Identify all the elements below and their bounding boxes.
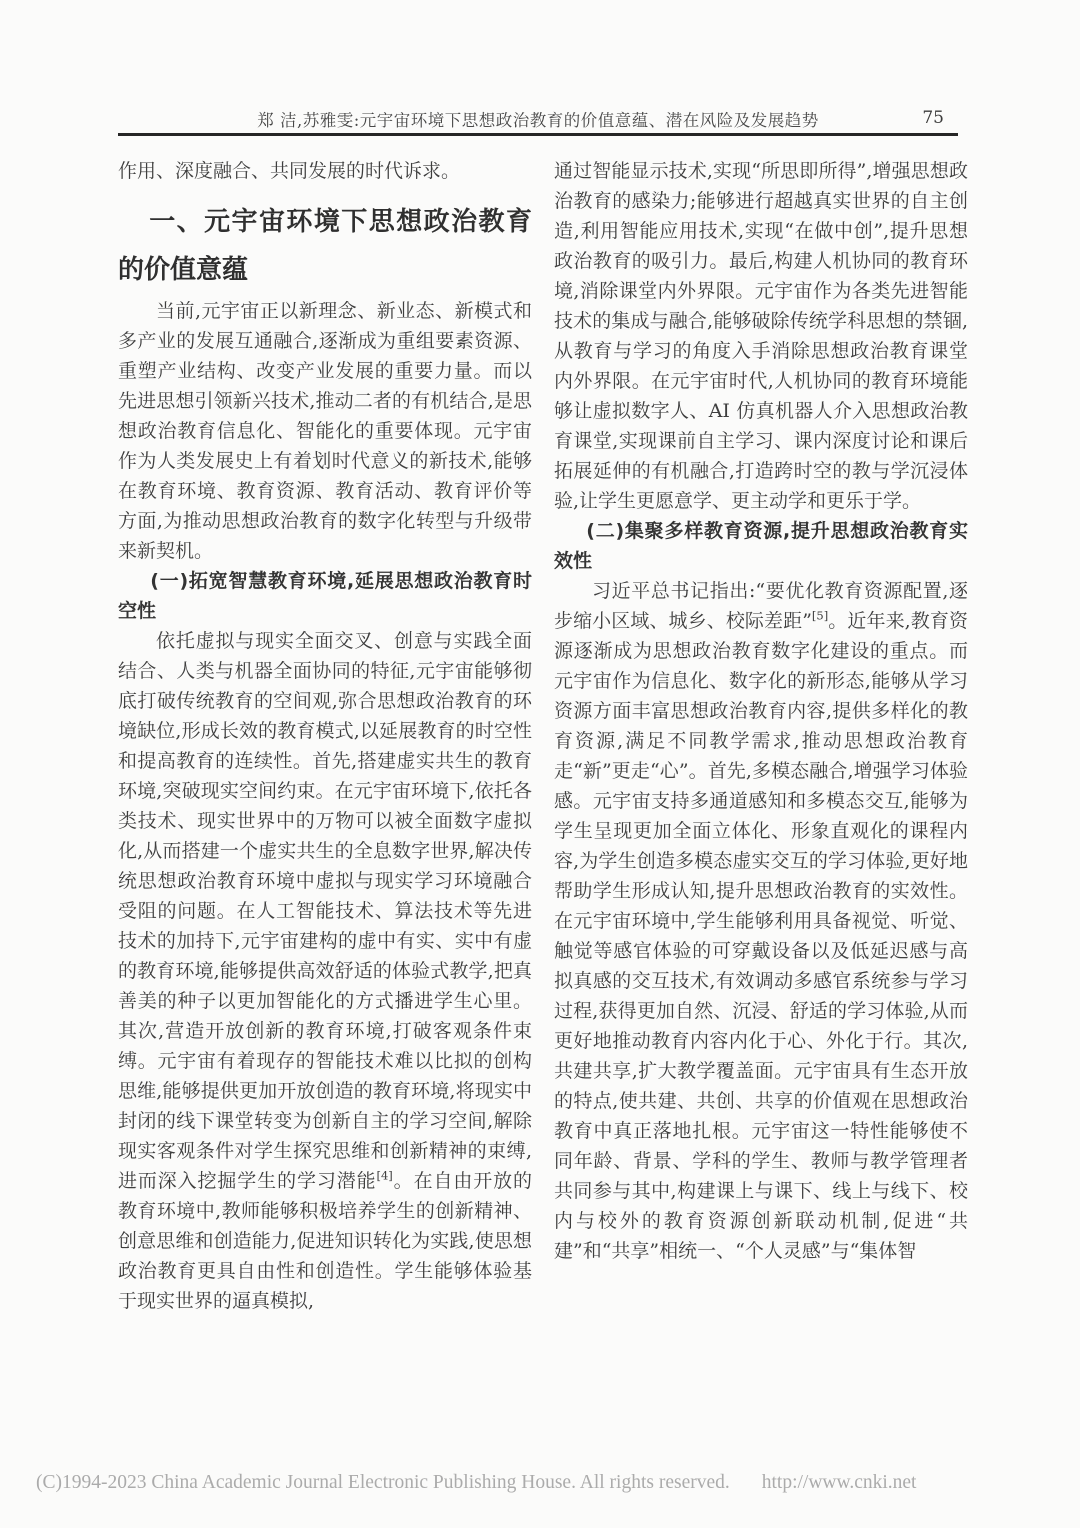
- paragraph: [118, 626, 532, 1316]
- left-column: [118, 156, 532, 1316]
- page-header: [118, 107, 958, 131]
- right-column: [554, 156, 968, 1316]
- paragraph: [554, 576, 968, 1266]
- page-number: 75: [922, 108, 944, 128]
- paragraph: 当前,元宇宙正以新理念、新业态、新模式和多产业的发展互通融合,逐渐成为重组要素资源、重塑产业结构、改变产业发展的重要力量。而以先进思想引领新兴技术,推动二者的有机结合,是思想政治教育信息化、智能化的重要体现。元宇宙作为人类发展史上有着划时代意义的新技术,能够在教育环境、教育资源、教育活动、教育评价等方面,为推动思想政治教育的数字化转型与升级带来新契机。: [118, 300, 532, 562]
- paragraph-text: 习近平总书记指出:“要优化教育资源配置,逐步缩小区域、城乡、校际差距”: [554, 580, 968, 632]
- running-title: 郑 洁,苏雅雯:元宇宙环境下思想政治教育的价值意蕴、潜在风险及发展趋势: [257, 111, 819, 130]
- section-heading-1: 一、元宇宙环境下思想政治教育的价值意蕴: [118, 207, 532, 285]
- citation-ref-4: [4]: [376, 1168, 393, 1183]
- copyright-notice: (C)1994-2023 China Academic Journal Electronic Publishing House. All rights reserved.: [36, 1472, 730, 1493]
- page-footer: [36, 1472, 1046, 1494]
- footer-url: http://www.cnki.net: [761, 1472, 917, 1493]
- article-body: [118, 156, 968, 1316]
- subsection-heading-2: (二)集聚多样教育资源,提升思想政治教育实效性: [554, 520, 968, 572]
- paragraph-continuation: 通过智能显示技术,实现“所思即所得”,增强思想政治教育的感染力;能够进行超越真实世界的自主创造,利用智能应用技术,实现“在做中创”,提升思想政治教育的吸引力。最后,构建人机协同的教育环境,消除课堂内外界限。元宇宙作为各类先进智能技术的集成与融合,能够破除传统学科思想的禁锢,从教育与学习的角度入手消除思想政治教育课堂内外界限。在元宇宙时代,人机协同的教育环境能够让虚拟数字人、AI 仿真机器人介入思想政治教育课堂,实现课前自主学习、课内深度讨论和课后拓展延伸的有机融合,打造跨时空的教与学沉浸体验,让学生更愿意学、更主动学和更乐于学。: [554, 160, 968, 512]
- citation-ref-5: [5]: [811, 608, 829, 623]
- paragraph-continuation: 作用、深度融合、共同发展的时代诉求。: [118, 160, 461, 182]
- paragraph-text: 。近年来,教育资源逐渐成为思想政治教育数字化建设的重点。而元宇宙作为信息化、数字化的新形态,能够从学习资源方面丰富思想政治教育内容,提供多样化的教育资源,满足不同教学需求,推动思想政治教育走“新”更走“心”。首先,多模态融合,增强学习体验感。元宇宙支持多通道感知和多模态交互,能够为学生呈现更加全面立体化、形象直观化的课程内容,为学生创造多模态虚实交互的学习体验,更好地帮助学生形成认知,提升思想政治教育的实效性。在元宇宙环境中,学生能够利用具备视觉、听觉、触觉等感官体验的可穿戴设备以及低延迟感与高拟真感的交互技术,有效调动多感官系统参与学习过程,获得更加自然、沉浸、舒适的学习体验,从而更好地推动教育内容内化于心、外化于行。其次,共建共享,扩大教学覆盖面。元宇宙具有生态开放的特点,使共建、共创、共享的价值观在思想政治教育中真正落地扎根。元宇宙这一特性能够使不同年龄、背景、学科的学生、教师与教学管理者共同参与其中,构建课上与课下、线上与线下、校内与校外的教育资源创新联动机制,促进“共建”和“共享”相统一、“个人灵感”与“集体智: [554, 610, 968, 1262]
- paragraph-text: 。在自由开放的教育环境中,教师能够积极培养学生的创新精神、创意思维和创造能力,促进知识转化为实践,使思想政治教育更具自由性和创造性。学生能够体验基于现实世界的逼真模拟,: [118, 1170, 532, 1312]
- paragraph-text: 依托虚拟与现实全面交叉、创意与实践全面结合、人类与机器全面协同的特征,元宇宙能够彻底打破传统教育的空间观,弥合思想政治教育的环境缺位,形成长效的教育模式,以延展教育的时空性和提高教育的连续性。首先,搭建虚实共生的教育环境,突破现实空间约束。在元宇宙环境下,依托各类技术、现实世界中的万物可以被全面数字虚拟化,从而搭建一个虚实共生的全息数字世界,解决传统思想政治教育环境中虚拟与现实学习环境融合受阻的问题。在人工智能技术、算法技术等先进技术的加持下,元宇宙建构的虚中有实、实中有虚的教育环境,能够提供高效舒适的体验式教学,把真善美的种子以更加智能化的方式播进学生心里。其次,营造开放创新的教育环境,打破客观条件束缚。元宇宙有着现存的智能技术难以比拟的创构思维,能够提供更加开放创造的教育环境,将现实中封闭的线下课堂转变为创新自主的学习空间,解除现实客观条件对学生探究思维和创新精神的束缚,进而深入挖掘学生的学习潜能: [118, 630, 532, 1192]
- subsection-heading-1: (一)拓宽智慧教育环境,延展思想政治教育时空性: [118, 570, 532, 622]
- header-rule: [118, 133, 958, 136]
